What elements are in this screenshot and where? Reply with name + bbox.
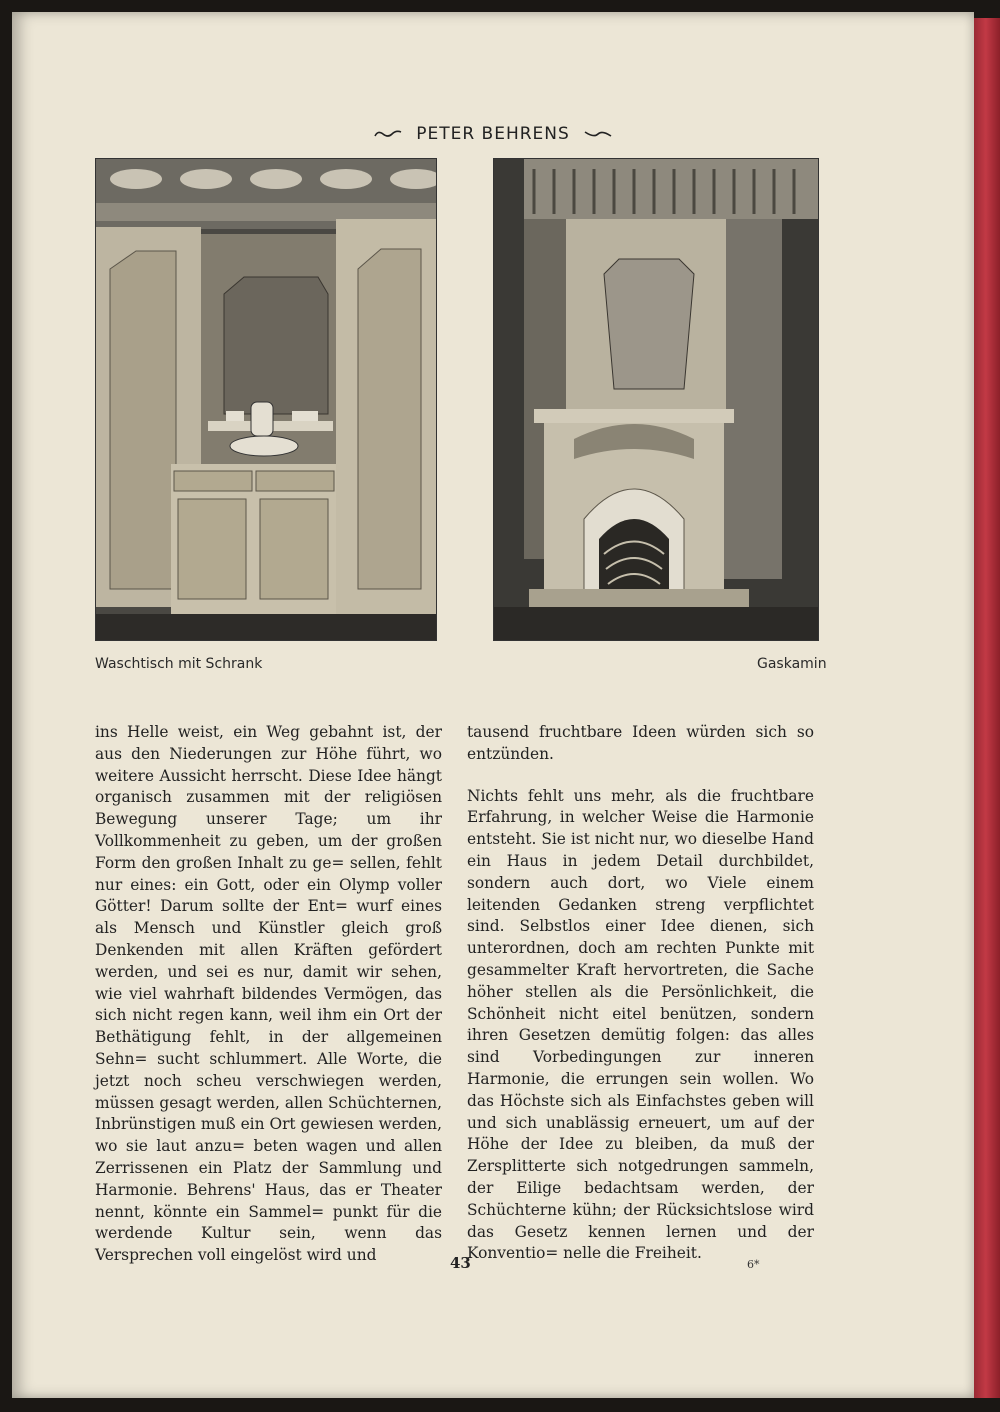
book-spine-edge	[974, 18, 1000, 1398]
book-page	[12, 12, 974, 1398]
page-header	[12, 124, 974, 144]
right-ornament-icon	[584, 130, 612, 138]
text-column-right	[467, 722, 814, 1285]
paragraph: Nichts fehlt uns mehr, als die fruchtbare Erfahrung, in welcher Weise die Harmonie entsteht. Sie ist nicht nur, wo dieselbe Hand ein Haus in jedem Detail durchbildet, sondern auch dort, wo Viele einem leitenden Gedanken streng verpflichtet sind. Selbstlos einer Idee dienen, sich unterordnen, doch am rechten Punkte mit gesammelter Kraft hervortreten, die Sache höher stellen als die Persönlichkeit, die Schönheit nicht eitel benützen, sondern ihren Gesetzen demütig folgen: das alles sind Vorbedingungen zur inneren Harmonie, die errungen sein wollen. Wo das Höchste sich als Einfachstes geben will und sich unablässig erneuert, um auf der Höhe der Idee zu bleiben, da muß der Zersplitterte sich notgedrungen sammeln, der Eilige bedachtsam werden, der Schüchterne kühn; der Rücksichtslose wird das Gesetz kennen lernen und der Konventio= nelle die Freiheit.	[467, 786, 814, 1263]
caption-left: Waschtisch mit Schrank	[95, 656, 263, 672]
paragraph: tausend fruchtbare Ideen würden sich so entzünden.	[467, 723, 814, 763]
fireplace-photo	[493, 158, 819, 641]
caption-right: Gaskamin	[757, 656, 827, 672]
washstand-photo	[95, 158, 437, 641]
text-column-left	[95, 722, 442, 1287]
left-ornament-icon	[374, 130, 402, 138]
page-number: 43	[450, 1254, 471, 1272]
paragraph: ins Helle weist, ein Weg gebahnt ist, der aus den Niederungen zur Höhe führt, wo weitere Aussicht herrscht. Diese Idee hängt organisch zusammen mit der religiösen Bewegung unserer Tage; um ihr Vollkommenheit zu geben, um der großen Form den großen Inhalt zu ge= sellen, fehlt nur eines: ein Gott, oder ein Olymp voller Götter! Darum sollte der Ent= wurf eines als Mensch und Künstler gleich groß Denkenden mit allen Kräften gefördert werden, und sei es nur, damit wir sehen, wie viel wahrhaft bildendes Vermögen, das sich nicht regen kann, weil ihm ein Ort der Bethätigung fehlt, in der allgemeinen Sehn= sucht schlummert. Alle Worte, die jetzt noch scheu verschwiegen werden, müssen gesagt werden, allen Schüchternen, Inbrünstigen muß ein Ort gewiesen werden, wo sie laut anzu= beten wagen und allen Zerrissenen ein Platz der Sammlung und Harmonie. Behrens' Haus, das er Theater nennt, könnte ein Sammel= punkt für die werdende Kultur sein, wenn das Versprechen voll eingelöst wird und	[95, 723, 442, 1265]
page-title: PETER BEHRENS	[416, 124, 570, 144]
signature-mark: 6*	[747, 1258, 760, 1271]
